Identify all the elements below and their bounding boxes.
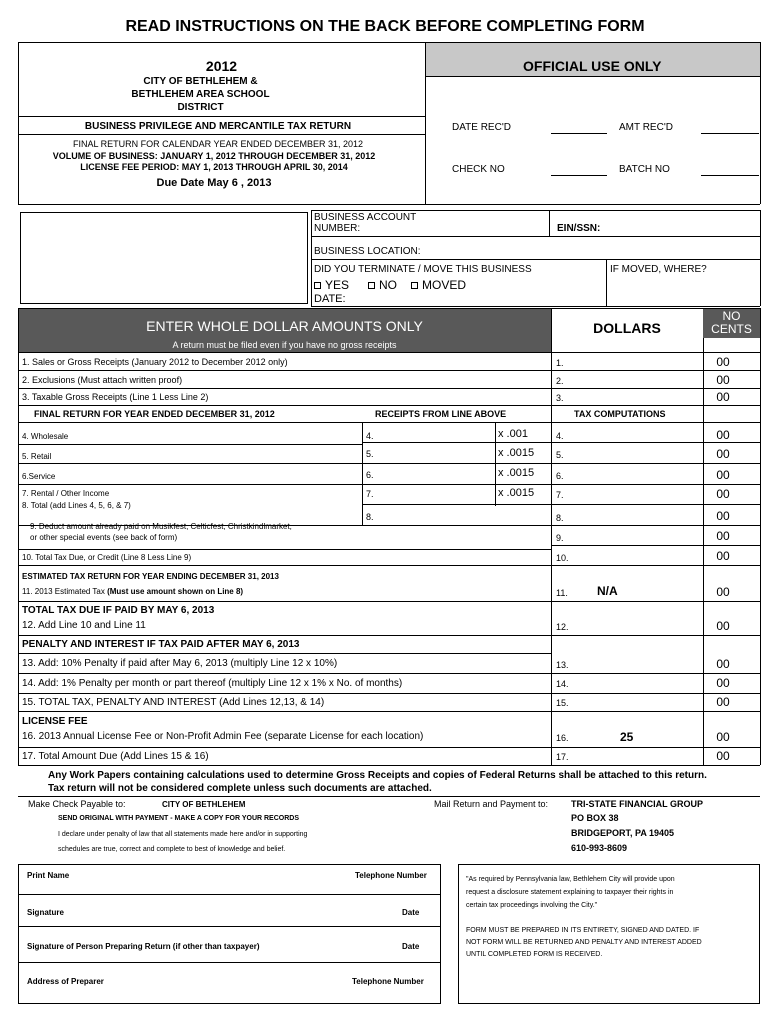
moved-where-label: IF MOVED, WHERE?	[610, 264, 707, 275]
no-cents-header-1: NO	[722, 309, 741, 323]
print-name-label: Print Name	[27, 871, 70, 880]
line-4-mid-num: 4.	[366, 431, 374, 441]
line-1-cents: 00	[716, 355, 730, 369]
line-12-num: 12.	[556, 622, 569, 632]
account-label-2: NUMBER:	[314, 223, 361, 234]
amt-recd-field[interactable]	[701, 133, 759, 134]
line-12-cents: 00	[716, 619, 730, 633]
line-6-rate: x .0015	[498, 467, 535, 479]
signature-label: Signature	[27, 908, 64, 917]
preparer-signature-label: Signature of Person Preparing Return (if other than taxpayer)	[27, 942, 260, 951]
line-14-num: 14.	[556, 679, 569, 689]
line-5-rate: x .0015	[498, 447, 535, 459]
line-9-num: 9.	[556, 533, 564, 543]
line-17-num: 17.	[556, 752, 569, 762]
no-label: NO	[379, 278, 397, 292]
volume-text: VOLUME OF BUSINESS: JANUARY 1, 2012 THROUGH DECEMBER 31, 2012	[52, 151, 376, 161]
receipts-header: RECEIPTS FROM LINE ABOVE	[375, 409, 507, 419]
option-no[interactable]	[368, 278, 397, 292]
line-17-cents: 00	[716, 749, 730, 763]
option-moved[interactable]	[411, 278, 466, 292]
line-1-num: 1.	[556, 358, 564, 368]
attach-notice-1: Any Work Papers containing calculations used to determine Gross Receipts and copies of Federal Returns shall be attached to this return.	[48, 770, 707, 781]
moved-label: MOVED	[422, 278, 467, 292]
amt-recd-label: AMT REC'D	[619, 122, 673, 133]
line-2-label: 2. Exclusions (Must attach written proof)	[22, 375, 183, 385]
form-instructions-title: READ INSTRUCTIONS ON THE BACK BEFORE COMPLETING FORM	[125, 18, 645, 35]
line-10-cents: 00	[716, 549, 730, 563]
line-2-cents: 00	[716, 373, 730, 387]
date-label-1: Date	[402, 908, 420, 917]
moved-checkbox[interactable]	[411, 282, 418, 289]
batch-no-field[interactable]	[701, 175, 759, 176]
line-13-label: 13. Add: 10% Penalty if paid after May 6, 2013 (multiply Line 12 x 10%)	[22, 658, 338, 669]
line-5-cents: 00	[716, 447, 730, 461]
line-7-rate: x .0015	[498, 487, 535, 499]
mail-name: TRI-STATE FINANCIAL GROUP	[571, 799, 703, 809]
official-use-title: OFFICIAL USE ONLY	[523, 58, 662, 74]
dollars-header: DOLLARS	[593, 320, 661, 336]
yes-label: YES	[325, 278, 350, 292]
date-recd-field[interactable]	[551, 133, 607, 134]
line-7-label: 7. Rental / Other Income	[22, 489, 110, 498]
date-label: DATE:	[314, 293, 346, 305]
line-2-num: 2.	[556, 376, 564, 386]
line-3-num: 3.	[556, 393, 564, 403]
date-label-2: Date	[402, 942, 420, 951]
line-13-cents: 00	[716, 657, 730, 671]
notice-text-2: request a disclosure statement explaining to taxpayer their rights in	[466, 889, 674, 896]
notice-text-4: FORM MUST BE PREPARED IN ITS ENTIRETY, SIGNED AND DATED. IF	[466, 927, 700, 934]
yes-checkbox[interactable]	[314, 282, 321, 289]
preparer-signature-field[interactable]	[18, 962, 441, 963]
line-5-num: 5.	[556, 450, 564, 460]
terminate-question: DID YOU TERMINATE / MOVE THIS BUSINESS	[314, 264, 532, 275]
telephone-label: Telephone Number	[355, 871, 427, 880]
estimated-header: ESTIMATED TAX RETURN FOR YEAR ENDING DECEMBER 31, 2013	[22, 572, 279, 581]
no-cents-header-2: CENTS	[711, 322, 752, 336]
mail-city: BRIDGEPORT, PA 19405	[571, 828, 675, 838]
no-checkbox[interactable]	[368, 282, 375, 289]
line-8-label: 8. Total (add Lines 4, 5, 6, & 7)	[22, 501, 131, 510]
declaration-1: I declare under penalty of law that all statements made here and/or in supporting	[58, 831, 308, 838]
city-line-1: CITY OF BETHLEHEM &	[143, 76, 258, 87]
line-17-label: 17. Total Amount Due (Add Lines 15 & 16)	[22, 751, 209, 762]
line-16-num: 16.	[556, 733, 569, 743]
line-6-label: 6.Service	[22, 472, 56, 481]
line-5-label: 5. Retail	[22, 452, 52, 461]
payable-to: CITY OF BETHLEHEM	[162, 800, 246, 809]
line-11-note: (Must use amount shown on Line 8)	[107, 587, 244, 596]
date-recd-label: DATE REC'D	[452, 122, 511, 133]
line-16-label: 16. 2013 Annual License Fee or Non-Profit Admin Fee (separate License for each location)	[22, 731, 424, 742]
line-15-num: 15.	[556, 698, 569, 708]
line-11-label	[22, 587, 243, 596]
mail-label: Mail Return and Payment to:	[434, 799, 549, 809]
line-15-cents: 00	[716, 695, 730, 709]
mail-phone: 610-993-8609	[571, 843, 628, 853]
tax-computations-header: TAX COMPUTATIONS	[574, 409, 666, 419]
line-6-cents: 00	[716, 468, 730, 482]
license-period-text: LICENSE FEE PERIOD: MAY 1, 2013 THROUGH APRIL 30, 2014	[80, 162, 348, 172]
line-11-text: 11. 2013 Estimated Tax	[22, 587, 108, 596]
line-7-cents: 00	[716, 487, 730, 501]
return-title: BUSINESS PRIVILEGE AND MERCANTILE TAX RETURN	[84, 121, 352, 132]
line-11-cents: 00	[716, 585, 730, 599]
notice-text-5: NOT FORM WILL BE RETURNED AND PENALTY AND INTEREST ADDED	[466, 939, 702, 946]
account-label: BUSINESS ACCOUNT	[314, 212, 417, 223]
signature-field[interactable]	[18, 926, 441, 927]
address-label-box[interactable]	[20, 212, 308, 304]
send-original-note: SEND ORIGINAL WITH PAYMENT - MAKE A COPY FOR YOUR RECORDS	[58, 815, 300, 822]
line-8-cents: 00	[716, 509, 730, 523]
business-location-label: BUSINESS LOCATION:	[314, 246, 421, 257]
notice-box	[458, 864, 760, 1004]
line-10-label: 10. Total Tax Due, or Credit (Line 8 Less Line 9)	[22, 553, 192, 562]
total-tax-header: TOTAL TAX DUE IF PAID BY MAY 6, 2013	[22, 605, 215, 616]
preparer-address-label: Address of Preparer	[27, 977, 104, 986]
line-7-mid-num: 7.	[366, 489, 374, 499]
line-9-label-a: 9. Deduct amount already paid on Musikfest, Celticfest, Christkindlmarket,	[30, 522, 292, 531]
due-date: Due Date May 6 , 2013	[156, 177, 272, 189]
ein-ssn-label: EIN/SSN:	[557, 223, 601, 234]
filing-required-note: A return must be filed even if you have no gross receipts	[172, 340, 397, 350]
line-7-num: 7.	[556, 490, 564, 500]
batch-no-label: BATCH NO	[619, 164, 670, 175]
line-9-label-b: or other special events (see back of form)	[30, 533, 178, 542]
final-return-header: FINAL RETURN FOR YEAR ENDED DECEMBER 31, 2012	[34, 409, 275, 419]
city-line-2: BETHLEHEM AREA SCHOOL	[131, 89, 270, 100]
line-1-label: 1. Sales or Gross Receipts (January 2012 to December 2012 only)	[22, 357, 288, 367]
line-4-label: 4. Wholesale	[22, 432, 69, 441]
line-15-label: 15. TOTAL TAX, PENALTY AND INTEREST (Add Lines 12,13, & 14)	[22, 697, 325, 708]
notice-text-1: "As required by Pennsylvania law, Bethlehem City will provide upon	[466, 876, 675, 883]
line-9-cents: 00	[716, 529, 730, 543]
line-16-value[interactable]: 25	[620, 730, 634, 744]
line-16-cents: 00	[716, 730, 730, 744]
line-8-num: 8.	[556, 513, 564, 523]
line-4-rate: x .001	[498, 428, 528, 440]
attach-notice-2: Tax return will not be considered complete unless such documents are attached.	[48, 783, 432, 794]
notice-text-6: UNTIL COMPLETED FORM IS RECEIVED.	[466, 951, 603, 958]
line-6-num: 6.	[556, 471, 564, 481]
print-name-field[interactable]	[18, 894, 441, 895]
whole-dollars-banner: ENTER WHOLE DOLLAR AMOUNTS ONLY	[146, 318, 423, 334]
payable-label: Make Check Payable to:	[28, 799, 126, 809]
line-14-cents: 00	[716, 676, 730, 690]
line-13-num: 13.	[556, 660, 569, 670]
penalty-header: PENALTY AND INTEREST IF TAX PAID AFTER MAY 6, 2013	[22, 639, 300, 650]
final-return-text: FINAL RETURN FOR CALENDAR YEAR ENDED DECEMBER 31, 2012	[72, 139, 364, 149]
option-yes[interactable]	[314, 278, 349, 292]
line-4-num: 4.	[556, 431, 564, 441]
notice-text-3: certain tax proceedings involving the City."	[466, 902, 598, 909]
line-8-mid-num: 8.	[366, 512, 374, 522]
tax-year: 2012	[205, 58, 238, 74]
line-10-num: 10.	[556, 553, 569, 563]
city-line-3: DISTRICT	[177, 102, 224, 113]
telephone-label-2: Telephone Number	[352, 977, 424, 986]
line-4-cents: 00	[716, 428, 730, 442]
line-12-label: 12. Add Line 10 and Line 11	[22, 620, 146, 631]
line-6-mid-num: 6.	[366, 470, 374, 480]
mail-po: PO BOX 38	[571, 813, 619, 823]
check-no-label: CHECK NO	[452, 164, 505, 175]
line-5-mid-num: 5.	[366, 449, 374, 459]
line-14-label: 14. Add: 1% Penalty per month or part thereof (multiply Line 12 x 1% x No. of months)	[22, 678, 403, 689]
line-3-label: 3. Taxable Gross Receipts (Line 1 Less Line 2)	[22, 392, 209, 402]
line-11-value[interactable]: N/A	[597, 584, 618, 598]
declaration-2: schedules are true, correct and complete to best of knowledge and belief.	[58, 846, 286, 853]
license-fee-header: LICENSE FEE	[22, 716, 88, 727]
check-no-field[interactable]	[551, 175, 607, 176]
line-11-num: 11.	[556, 588, 568, 598]
line-3-cents: 00	[716, 390, 730, 404]
